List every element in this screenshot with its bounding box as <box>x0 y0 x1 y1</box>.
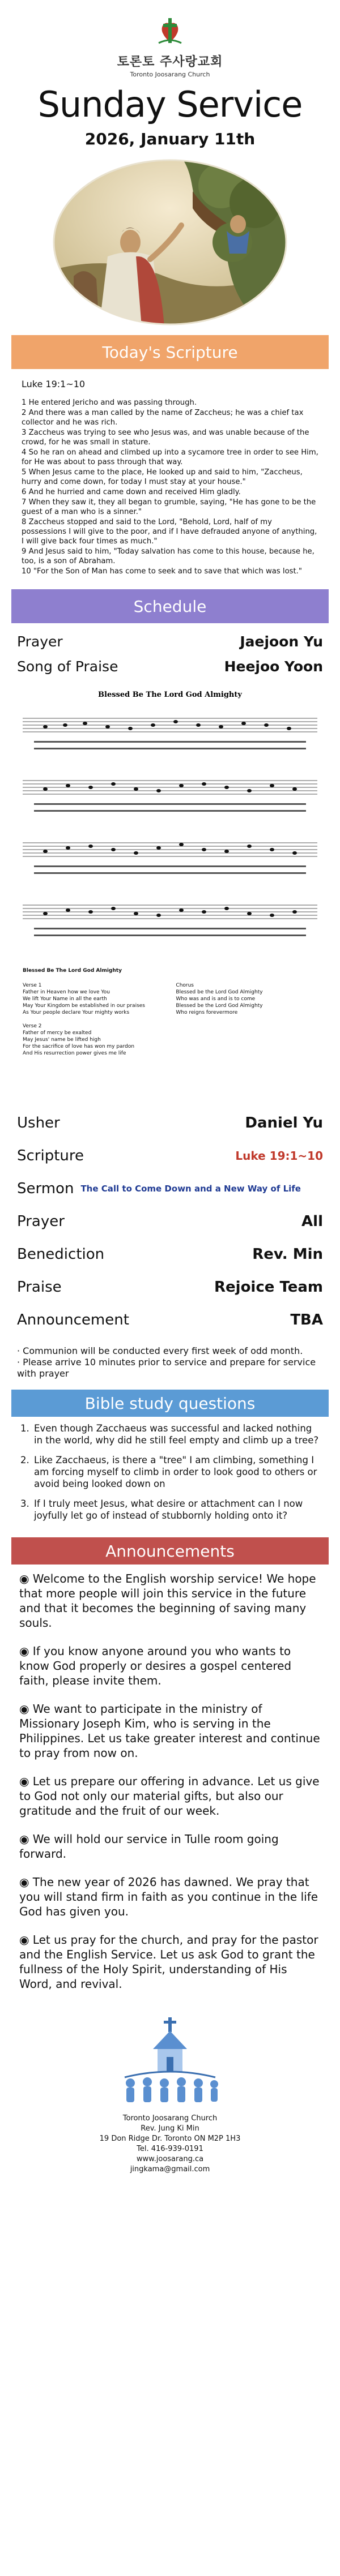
verse: 7 When they saw it, they all began to grumble, saying, "He has gone to be the guest of a man who is a sinner." <box>22 498 316 516</box>
verse: 3 Zaccheus was trying to see who Jesus was, and was unable because of the crowd, for he was small in stature. <box>22 428 309 447</box>
lyric-line: As Your people declare Your mighty works <box>23 1010 130 1015</box>
schedule-value: Heejoo Yoon <box>224 658 323 675</box>
lyric-line: Who was and is and is to come <box>176 996 256 1002</box>
schedule-row <box>11 1238 329 1271</box>
bible-study-heading: Bible study questions <box>84 1394 256 1413</box>
announcements-list <box>11 1565 329 2012</box>
schedule-value: Rev. Min <box>252 1246 323 1263</box>
lyrics-right-column <box>176 982 317 1064</box>
schedule-row <box>11 1304 329 1336</box>
bible-study-section-header <box>11 1390 329 1417</box>
question-text: If I truly meet Jesus, what desire or attachment can I now joyfully let go of instead of stubbornly holding onto it? <box>34 1498 303 1521</box>
scripture-reference: Luke 19:1~10 <box>22 379 86 389</box>
sheet-music-title: Blessed Be The Lord God Almighty <box>98 691 242 699</box>
verse: 4 So he ran on ahead and climbed up into a sycamore tree in order to see Him, for He was about to pass through that way. <box>22 448 318 466</box>
schedule-value: TBA <box>290 1311 323 1328</box>
hymn-sheet-music <box>11 684 329 967</box>
sermon-title: The Call to Come Down and a New Way of Life <box>80 1184 301 1194</box>
zacchaeus-illustration <box>51 157 289 327</box>
verse: 9 And Jesus said to him, "Today salvation has come to this house, because he, too, is a son of Abraham. <box>22 547 314 565</box>
schedule-heading: Schedule <box>133 597 207 616</box>
announcement-item: ◉ Let us prepare our offering in advance. Let us give to God not only our material gifts, but also our gratitude and the fruit of our week. <box>19 1775 320 1818</box>
schedule-row <box>11 1205 329 1238</box>
lyrics-left-column <box>23 982 164 1064</box>
footer-website[interactable]: www.joosarang.ca <box>136 2155 204 2163</box>
announcement-item: ◉ Welcome to the English worship service! We hope that more people will join this service in the future and that it becomes the beginning of saving many souls. <box>19 1572 316 1630</box>
verse: 1 He entered Jericho and was passing through. <box>22 398 197 407</box>
schedule-row <box>11 1139 329 1172</box>
schedule-label: Sermon <box>17 1180 74 1197</box>
question-number: 3. <box>20 1498 29 1509</box>
footer-address: 19 Don Ridge Dr. Toronto ON M2P 1H3 <box>99 2134 241 2143</box>
question-text: Even though Zacchaeus was successful and lacked nothing in the world, why did he still feel empty and climb up a tree? <box>34 1423 319 1446</box>
logo-english-name: Toronto Joosarang Church <box>130 71 210 78</box>
announcements-heading: Announcements <box>105 1541 235 1561</box>
schedule-value: All <box>301 1213 323 1230</box>
schedule-row <box>11 654 329 679</box>
announcements-section-header <box>11 1537 329 1565</box>
verse-label: Verse 1 <box>23 983 42 988</box>
service-date: 2026, January 11th <box>84 130 256 148</box>
schedule-row <box>11 1271 329 1304</box>
schedule-label: Prayer <box>17 1213 65 1230</box>
lyric-line: May Jesus' name be lifted high <box>23 1037 101 1043</box>
verse: 6 And he hurried and came down and received Him gladly. <box>22 488 241 496</box>
footer-pastor: Rev. Jung Ki Min <box>141 2124 199 2133</box>
question-text: Like Zacchaeus, is there a "tree" I am climbing, something I am forcing myself to climb in order to look good to others or avoid being looked down on <box>34 1455 317 1489</box>
schedule-row <box>11 1172 329 1205</box>
study-question <box>20 1454 320 1490</box>
announcement-item: ◉ We will hold our service in Tulle room going forward. <box>19 1832 279 1861</box>
lyric-line: May Your Kingdom be established in our praises <box>23 1003 145 1009</box>
bible-study-questions <box>11 1417 329 1535</box>
schedule-row <box>11 629 329 654</box>
chorus-label: Chorus <box>176 983 194 988</box>
verse: 10 "For the Son of Man has come to seek and to save that which was lost." <box>22 567 302 576</box>
church-logo <box>0 0 340 78</box>
cross-logo-icon <box>152 15 188 51</box>
study-question <box>20 1422 320 1446</box>
schedule-value: Rejoice Team <box>214 1279 323 1296</box>
footer-email[interactable]: jingkama@gmail.com <box>130 2165 210 2174</box>
logo-korean-name: 토론토 주사랑교회 <box>117 54 223 69</box>
lyric-line: Father in Heaven how we love You <box>23 989 110 995</box>
question-number: 2. <box>20 1455 29 1465</box>
announcement-item: ◉ The new year of 2026 has dawned. We pray that you will stand firm in faith as you continue in the life God has given you. <box>19 1875 318 1918</box>
schedule-section-header <box>11 589 329 623</box>
service-notes <box>11 1345 329 1379</box>
question-number: 1. <box>20 1423 29 1434</box>
announcement-item: ◉ If you know anyone around you who wants to know God properly or desires a gospel centered faith, please invite them. <box>19 1644 292 1687</box>
lyric-line: Father of mercy be exalted <box>23 1030 92 1036</box>
scripture-passage <box>11 369 329 585</box>
schedule-label: Scripture <box>17 1147 84 1164</box>
verse: 8 Zaccheus stopped and said to the Lord, "Behold, Lord, half of my possessions I will give to the poor, and if I have defrauded anyone of anything, I will give back four times as much." <box>22 518 317 546</box>
schedule-label: Prayer <box>17 633 63 650</box>
announcement-item: ◉ Let us pray for the church, and pray for the pastor and the English Service. Let us ask God to grant the fullness of the Holy Spirit, understanding of His Word, and revival. <box>19 1933 318 1991</box>
schedule-label: Usher <box>17 1115 60 1131</box>
schedule-value: Daniel Yu <box>245 1115 323 1131</box>
hymn-title: Blessed Be The Lord God Almighty <box>23 968 122 974</box>
schedule-value: Jaejoon Yu <box>240 633 323 650</box>
service-note: · Please arrive 10 minutes prior to service and prepare for service with prayer <box>17 1357 316 1379</box>
schedule-label: Song of Praise <box>17 658 118 675</box>
schedule-label: Announcement <box>17 1311 129 1328</box>
verse: 5 When Jesus came to the place, He looked up and said to him, "Zaccheus, hurry and come down, for today I must stay at your house." <box>22 468 303 486</box>
footer-phone: Tel. 416-939-0191 <box>137 2145 203 2153</box>
verse: 2 And there was a man called by the name of Zaccheus; he was a chief tax collector and he was rich. <box>22 409 304 427</box>
lyric-line: For the sacrifice of love has won my pardon <box>23 1044 135 1049</box>
lyric-line: Blessed be the Lord God Almighty <box>176 1003 263 1009</box>
scripture-section-header <box>11 335 329 369</box>
church-building-icon <box>102 2015 238 2111</box>
page-title: Sunday Service <box>37 84 303 125</box>
scripture-reference-value: Luke 19:1~10 <box>235 1149 323 1163</box>
announcement-item: ◉ We want to participate in the ministry of Missionary Joseph Kim, who is serving in the Philippines. Let us take greater interest and continue to pray from now on. <box>19 1702 320 1760</box>
church-footer <box>0 2015 340 2192</box>
lyric-line: And His resurrection power gives me life <box>23 1051 126 1056</box>
hymn-lyrics <box>11 967 329 1064</box>
schedule-label: Praise <box>17 1279 62 1296</box>
service-note: · Communion will be conducted every first week of odd month. <box>17 1345 303 1356</box>
verse-label: Verse 2 <box>23 1023 42 1029</box>
footer-church-name: Toronto Joosarang Church <box>122 2114 218 2123</box>
lyric-line: We lift Your Name in all the earth <box>23 996 107 1002</box>
lyric-line: Who reigns forevermore <box>176 1010 238 1015</box>
scripture-heading: Today's Scripture <box>102 342 238 362</box>
schedule-label: Benediction <box>17 1246 105 1263</box>
lyric-line: Blessed be the Lord God Almighty <box>176 989 263 995</box>
study-question <box>20 1498 320 1521</box>
schedule-row <box>11 1107 329 1139</box>
